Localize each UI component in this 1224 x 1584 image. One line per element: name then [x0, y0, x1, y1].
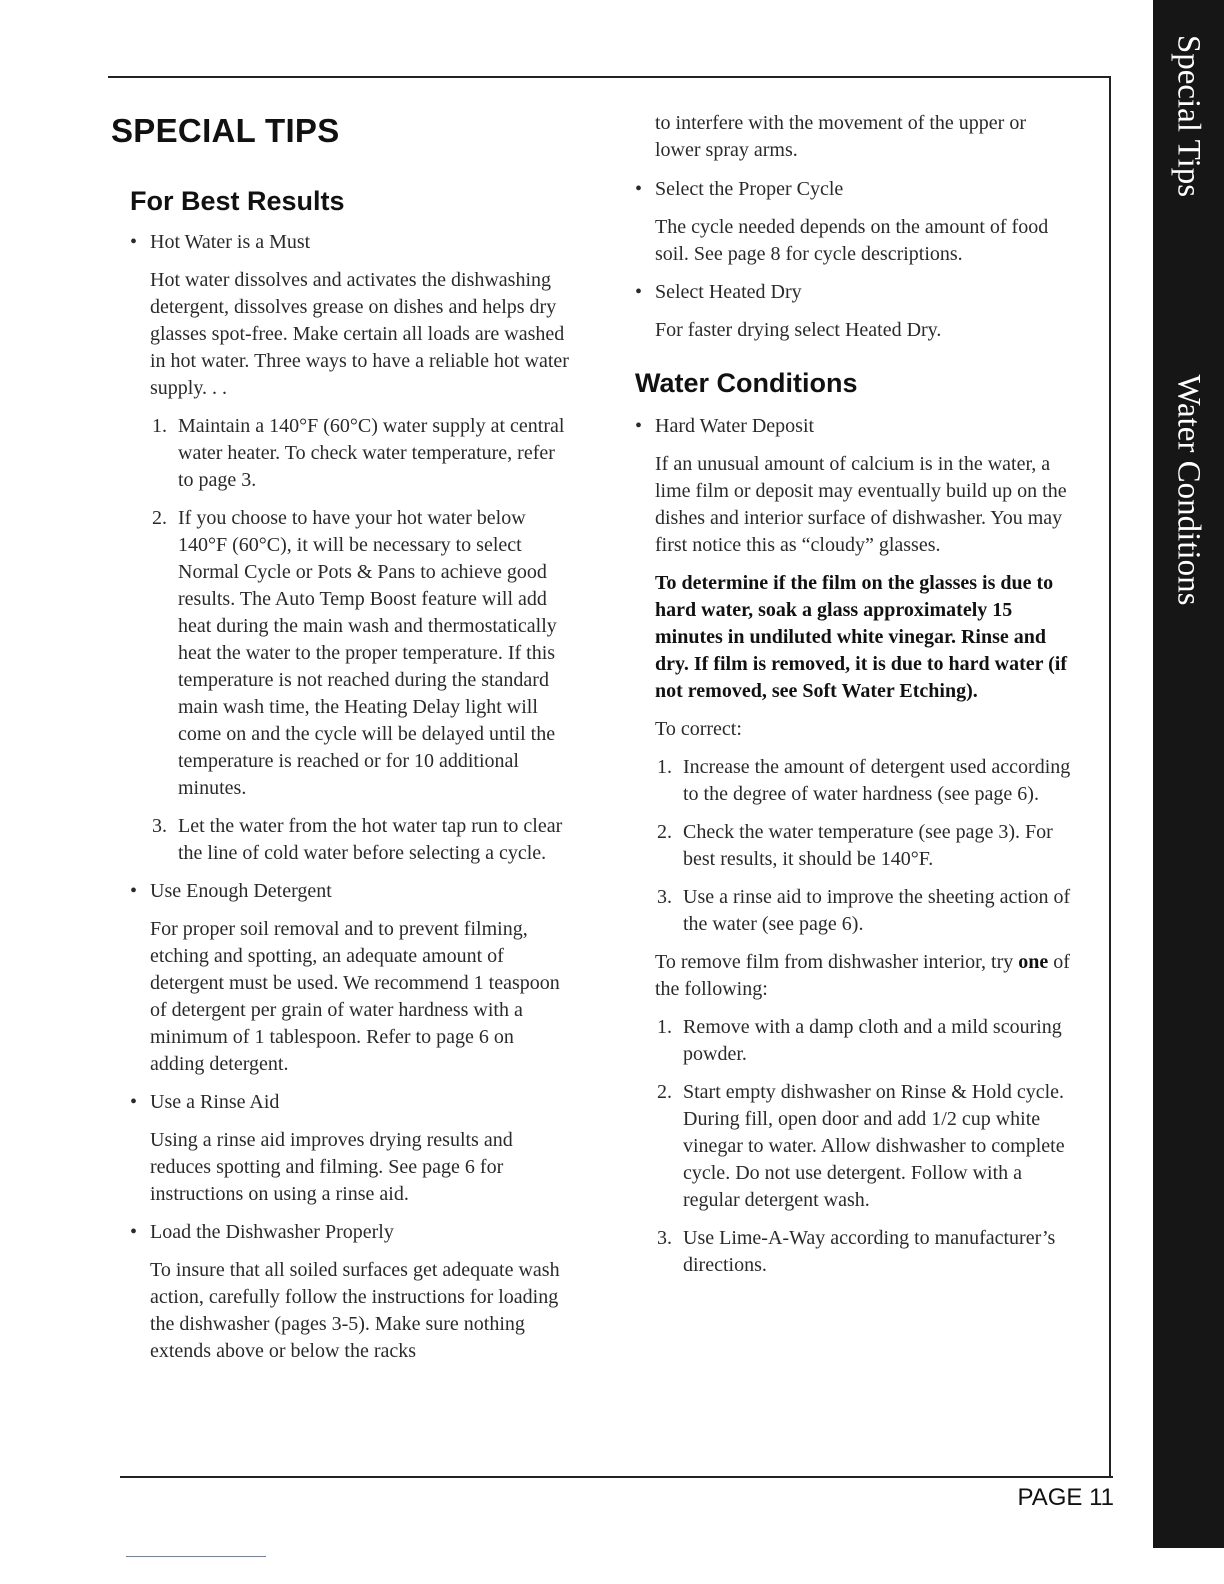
detergent-body: For proper soil removal and to prevent filming, etching and spotting, an adequate amount of detergent must be used. We recommend 1 teaspoon of detergent per grain of water hardness with a minimum of 1 tablespoon. Refer to page 6 on adding detergent.	[150, 918, 560, 1075]
list-item	[635, 1225, 1071, 1279]
list-number: 2.	[657, 1081, 672, 1103]
bullet-heated-dry: • Select Heated Dry	[635, 279, 1071, 306]
remove-intro-tail: of the following:	[655, 951, 1070, 1000]
list-item	[635, 819, 1071, 873]
list-text: If you choose to have your hot water below 140°F (60°C), it will be necessary to select Normal Cycle or Pots & Pans to achieve good results. The Auto Temp Boost feature will add heat during the main wash and thermostatically heat the water to the proper temperature. If this temperature is not reached during the standard main wash time, the Heating Delay light will come on and the cycle will be delayed until the temperature is reached or for 10 additional minutes.	[178, 507, 557, 799]
list-number: 1.	[152, 415, 167, 437]
hard-water-body: If an unusual amount of calcium is in the water, a lime film or deposit may eventually build up on the dishes and interior surface of dishwasher. You may first notice this as “cloudy” glasses.	[655, 453, 1067, 556]
page-number: PAGE 11	[1017, 1484, 1114, 1511]
side-tab-label-water-conditions: Water Conditions	[1170, 374, 1207, 606]
to-correct-label: To correct:	[655, 718, 742, 740]
bullet-hot-water: • Hot Water is a Must	[130, 229, 570, 256]
bullet-hard-water: • Hard Water Deposit	[635, 413, 1071, 440]
list-text: Use Lime-A-Way according to manufacturer’s directions.	[683, 1227, 1056, 1276]
list-item	[130, 813, 570, 867]
list-item	[130, 505, 570, 802]
list-item	[635, 884, 1071, 938]
list-item	[130, 413, 570, 494]
list-item	[635, 754, 1071, 808]
rinse-aid-body: Using a rinse aid improves drying results and reduces spotting and filming. See page 6 for instructions on using a rinse aid.	[150, 1129, 513, 1205]
list-text: Check the water temperature (see page 3). For best results, it should be 140°F.	[683, 821, 1053, 870]
list-text: Maintain a 140°F (60°C) water supply at central water heater. To check water temperature, refer to page 3.	[178, 415, 565, 491]
remove-intro-text: To remove film from dishwasher interior, try	[655, 951, 1014, 973]
list-number: 2.	[152, 507, 167, 529]
list-item	[635, 1014, 1071, 1068]
list-number: 3.	[152, 815, 167, 837]
load-body: To insure that all soiled surfaces get adequate wash action, carefully follow the instructions for loading the dishwasher (pages 3-5). Make sure nothing extends above or below the racks	[150, 1259, 560, 1362]
list-text: Use a rinse aid to improve the sheeting action of the water (see page 6).	[683, 886, 1071, 935]
page-title: SPECIAL TIPS	[111, 112, 340, 149]
list-text: Remove with a damp cloth and a mild scouring powder.	[683, 1016, 1062, 1065]
side-tab	[1153, 0, 1224, 1548]
list-text: Let the water from the hot water tap run to clear the line of cold water before selecting a cycle.	[178, 815, 563, 864]
list-text: Increase the amount of detergent used according to the degree of water hardness (see page 6).	[683, 756, 1071, 805]
heading-best-results: For Best Results	[130, 186, 345, 216]
remove-intro-emphasis: one	[1018, 951, 1049, 973]
list-number: 2.	[657, 821, 672, 843]
load-body-continued: to interfere with the movement of the upper or lower spray arms.	[655, 112, 1026, 161]
hot-water-body: Hot water dissolves and activates the dishwashing detergent, dissolves grease on dishes and helps dry glasses spot-free. Make certain all loads are washed in hot water. Three ways to have a reliable hot water supply. . .	[150, 269, 569, 399]
bullet-load: • Load the Dishwasher Properly	[130, 1219, 570, 1246]
list-number: 1.	[657, 756, 672, 778]
bottom-rule	[120, 1476, 1113, 1478]
bullet-proper-cycle: • Select the Proper Cycle	[635, 176, 1071, 203]
heated-dry-body: For faster drying select Heated Dry.	[655, 319, 942, 341]
remove-film-intro	[655, 949, 1071, 1003]
list-text: Start empty dishwasher on Rinse & Hold cycle. During fill, open door and add 1/2 cup white vinegar to water. Allow dishwasher to complete cycle. Do not use detergent. Follow with a regular detergent wash.	[683, 1081, 1065, 1211]
list-number: 3.	[657, 886, 672, 908]
left-column	[130, 188, 570, 1376]
footnote-rule	[126, 1556, 266, 1557]
proper-cycle-body: The cycle needed depends on the amount of food soil. See page 8 for cycle descriptions.	[655, 216, 1049, 265]
list-number: 1.	[657, 1016, 672, 1038]
hard-water-test-note: To determine if the film on the glasses is due to hard water, soak a glass approximately 15 minutes in undiluted white vinegar. Rinse and dry. If film is removed, it is due to hard water (if not removed, see Soft Water Etching).	[655, 572, 1068, 702]
bullet-rinse-aid: • Use a Rinse Aid	[130, 1089, 570, 1116]
side-tab-label-special-tips: Special Tips	[1170, 34, 1207, 198]
right-rule	[1109, 76, 1111, 1476]
right-column	[635, 110, 1071, 1290]
list-number: 3.	[657, 1227, 672, 1249]
heading-water-conditions: Water Conditions	[635, 368, 858, 398]
top-rule	[108, 76, 1111, 78]
bullet-detergent: • Use Enough Detergent	[130, 878, 570, 905]
list-item	[635, 1079, 1071, 1214]
